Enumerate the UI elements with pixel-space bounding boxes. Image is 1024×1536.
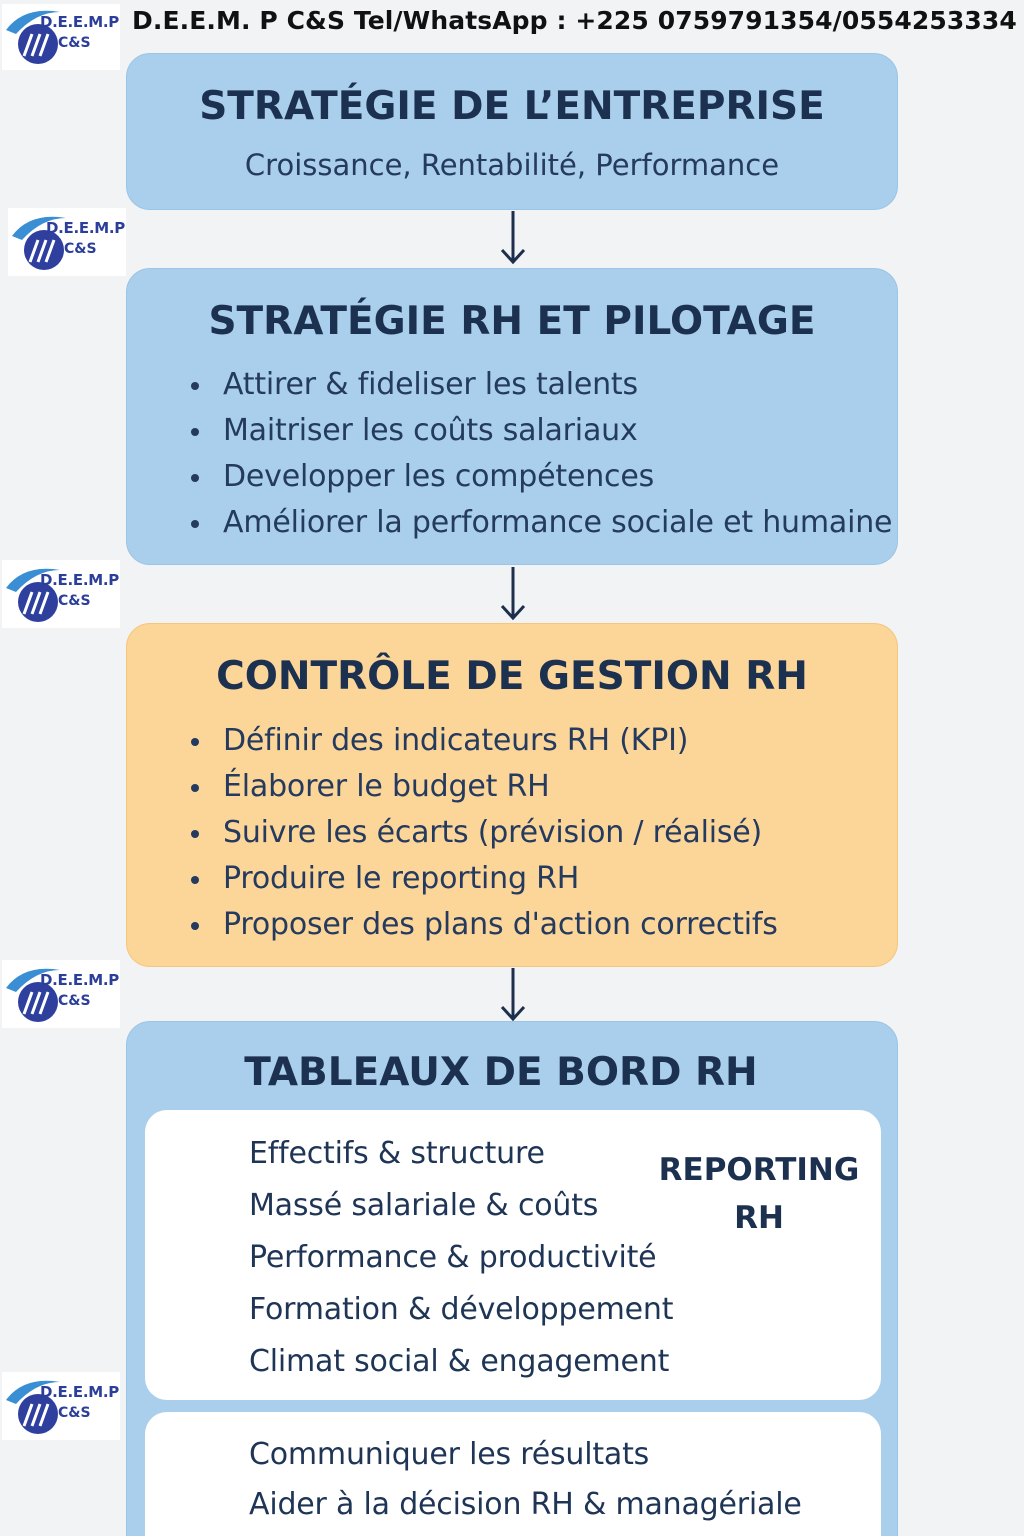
dashboards-box: [126, 1021, 898, 1536]
strategy-box: [126, 53, 898, 210]
list-item: Performance & productivité: [249, 1240, 657, 1275]
list-item: Suivre les écarts (prévision / réalisé): [191, 810, 778, 856]
arrow-down-icon: [499, 968, 527, 1022]
hr-control-list: [191, 718, 778, 948]
dashboard-indicators-panel: [145, 1110, 881, 1400]
reporting-label-line1: REPORTING: [658, 1152, 860, 1188]
reporting-label-line2: RH: [734, 1200, 784, 1236]
list-item: Attirer & fideliser les talents: [191, 362, 892, 408]
dashboard-goals-list: [249, 1432, 802, 1532]
list-item: Produire le reporting RH: [191, 856, 778, 902]
list-item: Définir des indicateurs RH (KPI): [191, 718, 778, 764]
dashboards-title: TABLEAUX DE BORD RH: [244, 1050, 758, 1095]
list-item: Maitriser les coûts salariaux: [191, 408, 892, 454]
list-item: Proposer des plans d'action correctifs: [191, 902, 778, 948]
strategy-subtitle: Croissance, Rentabilité, Performance: [244, 148, 780, 182]
list-item: Aider à la décision RH & managériale: [249, 1487, 802, 1522]
list-item: Formation & développement: [249, 1292, 674, 1327]
company-logo: D.E.E.M.P C&S: [8, 208, 126, 276]
arrow-down-icon: [499, 567, 527, 621]
list-item: Massé salariale & coûts: [249, 1188, 599, 1223]
list-item: Climat social & engagement: [249, 1344, 670, 1379]
hr-strategy-box: [126, 268, 898, 565]
hr-strategy-title: STRATÉGIE RH ET PILOTAGE: [208, 299, 816, 344]
dashboard-indicators-list: [249, 1132, 673, 1392]
list-item: Améliorer la performance sociale et humaine: [191, 500, 892, 546]
reporting-label: [651, 1146, 867, 1242]
strategy-title: STRATÉGIE DE L’ENTREPRISE: [199, 84, 825, 129]
company-logo: D.E.E.M.P C&S: [2, 960, 120, 1028]
dashboard-goals-panel: [145, 1412, 881, 1536]
company-logo: D.E.E.M.P C&S: [2, 560, 120, 628]
list-item: Communiquer les résultats: [249, 1437, 650, 1472]
list-item: Élaborer le budget RH: [191, 764, 778, 810]
arrow-down-icon: [499, 211, 527, 265]
hr-strategy-list: [191, 362, 892, 546]
company-logo: D.E.E.M.P C&S: [2, 1372, 120, 1440]
list-item: Effectifs & structure: [249, 1136, 545, 1171]
header-contact-text: D.E.E.M. P C&S Tel/WhatsApp : +225 0759791354/0554253334: [132, 6, 1017, 35]
hr-control-title: CONTRÔLE DE GESTION RH: [216, 654, 808, 699]
hr-control-box: [126, 623, 898, 967]
company-logo: D.E.E.M.P C&S: [2, 4, 120, 70]
list-item: Developper les compétences: [191, 454, 892, 500]
